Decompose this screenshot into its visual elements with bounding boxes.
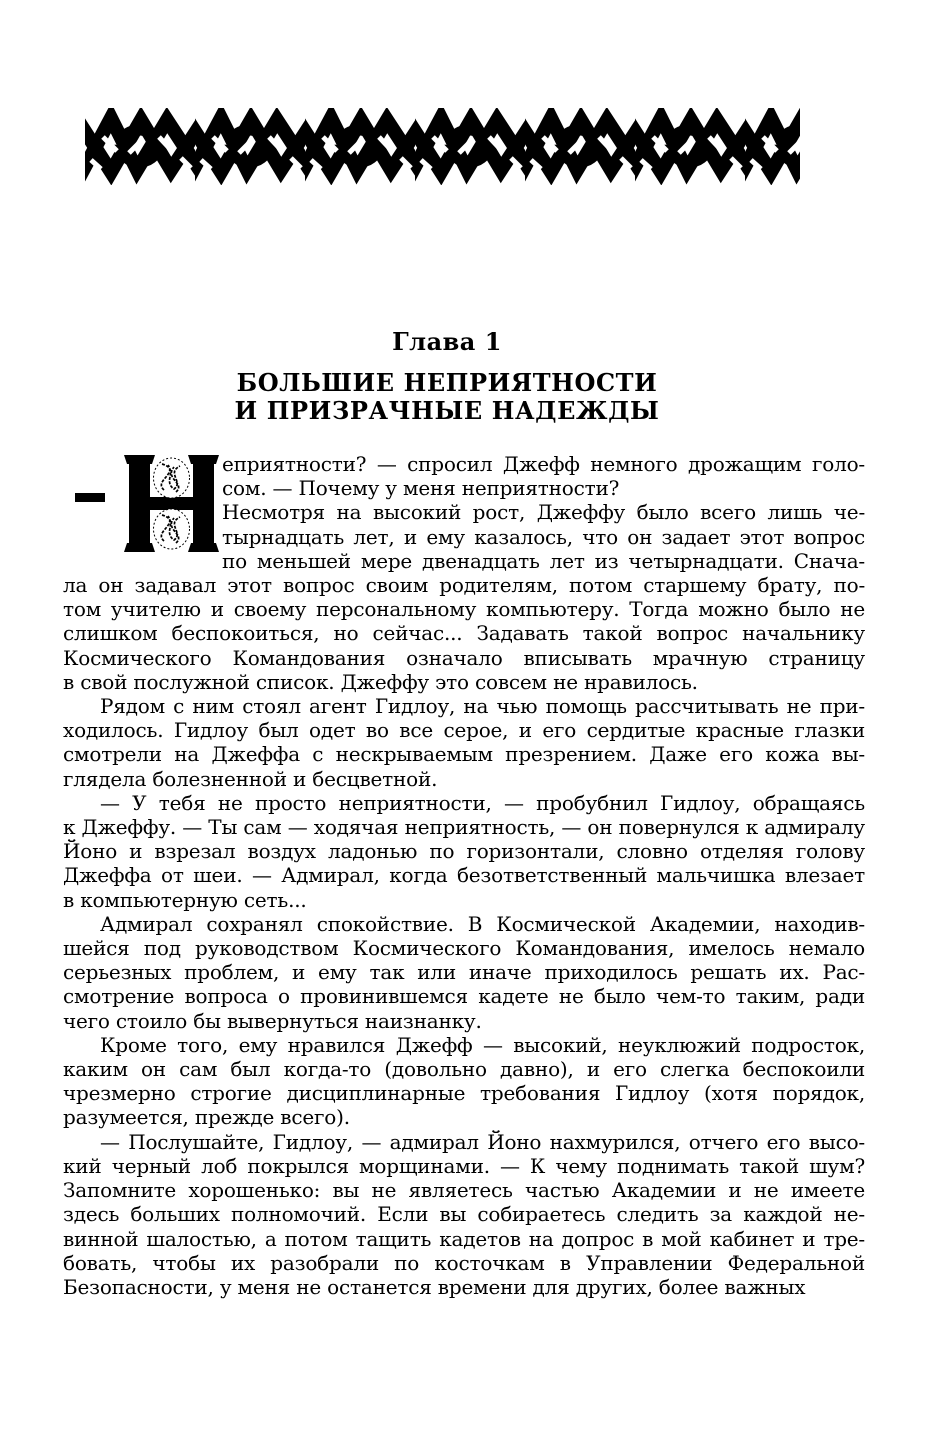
text-line: в компьютерную сеть... xyxy=(63,887,307,912)
text-line: смотрели на Джеффа с нескрываемым презрением. Даже его кожа вы- xyxy=(63,742,865,767)
text-line: Несмотря на высокий рост, Джеффу было всего лишь че- xyxy=(222,500,865,525)
text-line: Адмирал сохранял спокойствие. В Космической Академии, находив- xyxy=(100,911,865,936)
dropcap-dash xyxy=(75,493,105,502)
text-line: ла он задавал этот вопрос своим родителям, потом старшему брату, по- xyxy=(63,573,865,598)
text-line: кий черный лоб покрылся морщинами. — К чему поднимать такой шум? xyxy=(63,1153,865,1178)
chapter-title-line-2: И ПРИЗРАЧНЫЕ НАДЕЖДЫ xyxy=(234,396,660,425)
text-line: винной шалостью, а потом тащить кадетов на допрос в мой кабинет и тре- xyxy=(63,1226,865,1251)
chapter-title xyxy=(63,369,865,425)
text-line: еприятности? — спросил Джефф немного дрожащим голо- xyxy=(222,452,865,476)
text-line: тырнадцать лет, и ему казалось, что он задает этот вопрос xyxy=(222,524,865,549)
text-line: смотрение вопроса о провинившемся кадете не было чем-то таким, ради xyxy=(63,984,865,1009)
text-line: по меньшей мере двенадцать лет из четырнадцати. Снача- xyxy=(222,548,865,573)
text-line: ходилось. Гидлоу был одет во все серое, и его сердитые красные глазки xyxy=(63,718,865,743)
text-line: сом. — Почему у меня неприятности? xyxy=(222,476,620,501)
text-line: Рядом с ним стоял агент Гидлоу, на чью помощь рассчитывать не при- xyxy=(100,694,865,719)
text-line: чрезмерно строгие дисциплинарные требования Гидлоу (хотя порядок, xyxy=(63,1081,865,1106)
text-line: в свой послужной список. Джеффу это совсем не нравилось. xyxy=(63,669,698,694)
text-line: разумеется, прежде всего). xyxy=(63,1105,350,1130)
headpiece-knotwork-ornament xyxy=(85,108,800,185)
text-line: бовать, чтобы их разобрали по косточкам в Управлении Федеральной xyxy=(63,1250,865,1275)
chapter-label: Глава 1 xyxy=(392,327,502,356)
text-line: — У тебя не просто неприятности, — пробубнил Гидлоу, обращаясь xyxy=(100,790,865,815)
chapter-title-line-1: БОЛЬШИЕ НЕПРИЯТНОСТИ xyxy=(236,368,658,397)
text-line: Космического Командования означало вписывать мрачную страницу xyxy=(63,645,865,670)
text-line: Джеффа от шеи. — Адмирал, когда безответственный мальчишка влезает xyxy=(63,863,865,888)
text-line: — Послушайте, Гидлоу, — адмирал Йоно нахмурился, отчего его высо- xyxy=(100,1129,865,1154)
text-line: глядела болезненной и бесцветной. xyxy=(63,766,438,791)
text-line: слишком беспокоиться, но сейчас... Задавать такой вопрос начальнику xyxy=(63,621,865,646)
text-line: Кроме того, ему нравился Джефф — высокий, неуклюжий подросток, xyxy=(100,1032,865,1057)
body-text xyxy=(63,452,865,1299)
text-line: каким он сам был когда-то (довольно давно), и его слегка беспокоили xyxy=(63,1057,865,1082)
text-line: Йоно и взрезал воздух ладонью по горизонтали, словно отделяя голову xyxy=(63,839,865,864)
text-line: том учителю и своему персональному компьютеру. Тогда можно было не xyxy=(63,597,865,622)
text-line: здесь больших полномочий. Если вы собираетесь следить за каждой не- xyxy=(63,1202,865,1227)
text-line: к Джеффу. — Ты сам — ходячая неприятность, — он повернулся к адмиралу xyxy=(63,815,865,840)
text-line: Запомните хорошенько: вы не являетесь частью Академии и не имеете xyxy=(63,1178,865,1203)
text-line: шейся под руководством Космического Командования, имелось немало xyxy=(63,936,865,961)
dropcap-block xyxy=(63,452,222,573)
text-line: Безопасности, у меня не останется времени для других, более важных xyxy=(63,1274,806,1299)
text-line: серьезных проблем, и ему так или иначе приходилось решать их. Рас- xyxy=(63,960,865,985)
text-line: чего стоило бы вывернуться наизнанку. xyxy=(63,1008,482,1033)
dropcap-initial xyxy=(118,455,219,557)
